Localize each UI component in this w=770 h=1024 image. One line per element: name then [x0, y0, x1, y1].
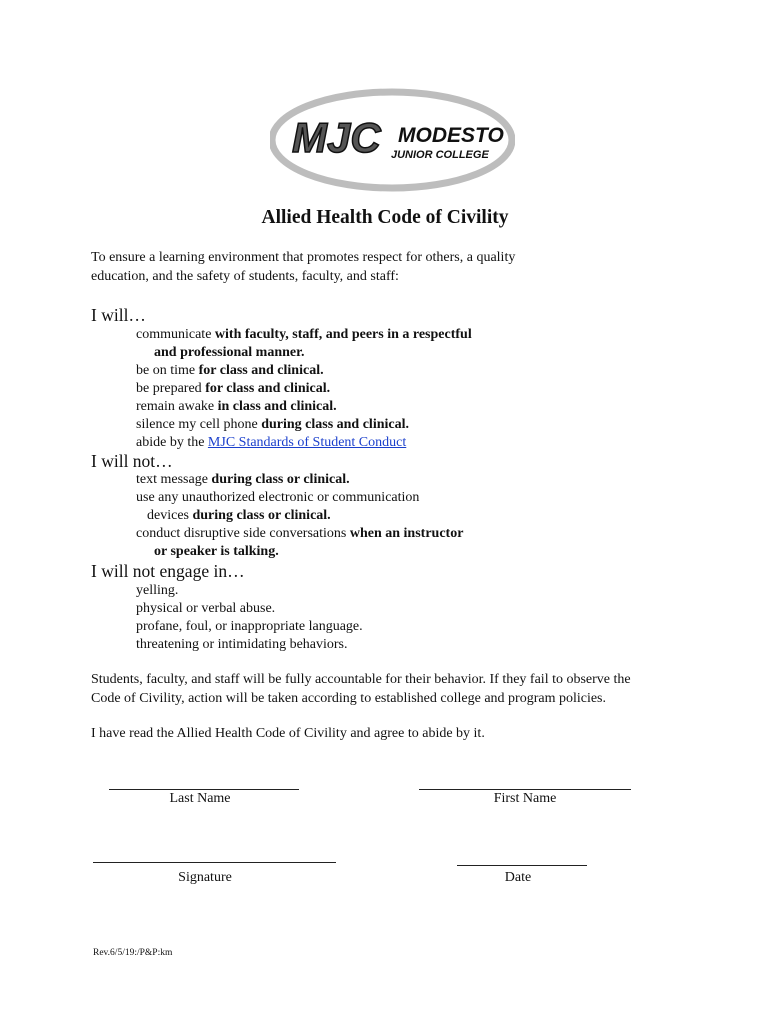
list-item: threatening or intimidating behaviors. — [136, 637, 348, 652]
standards-link[interactable]: MJC Standards of Student Conduct — [207, 435, 407, 450]
signature-line[interactable] — [93, 862, 336, 863]
last-name-line[interactable] — [109, 789, 299, 790]
agreement-statement: I have read the Allied Health Code of Civility and agree to abide by it. — [91, 726, 485, 741]
document-title: Allied Health Code of Civility — [261, 207, 509, 228]
list-item: be on time for class and clinical. — [136, 363, 324, 378]
first-name-label: First Name — [493, 791, 557, 806]
list-item: and professional manner. — [154, 345, 305, 360]
last-name-label: Last Name — [169, 791, 231, 806]
date-label: Date — [504, 870, 532, 885]
logo-monogram: MJC — [292, 114, 381, 161]
revision-footer: Rev.6/5/19:/P&P:km — [93, 948, 173, 958]
list-item: use any unauthorized electronic or communication — [136, 490, 420, 505]
list-item: profane, foul, or inappropriate language. — [136, 619, 363, 634]
accountability-paragraph — [91, 670, 691, 708]
logo-line2: JUNIOR COLLEGE — [391, 149, 489, 161]
will-not-engage-list — [136, 582, 363, 654]
will-heading: I will… — [91, 305, 146, 325]
list-item: silence my cell phone during class and clinical. — [136, 417, 409, 432]
paragraph-line: Code of Civility, action will be taken according to established college and program policies. — [91, 691, 607, 706]
list-item: remain awake in class and clinical. — [136, 399, 337, 414]
intro-line: To ensure a learning environment that promotes respect for others, a quality — [91, 250, 516, 265]
will-list — [136, 326, 472, 452]
date-line[interactable] — [457, 865, 587, 866]
logo-line1: MODESTO — [398, 124, 504, 147]
list-item: conduct disruptive side conversations when an instructor — [136, 526, 464, 541]
list-item: abide by the MJC Standards of Student Conduct — [136, 435, 407, 450]
list-item: yelling. — [136, 583, 179, 598]
intro-line: education, and the safety of students, faculty, and staff: — [91, 269, 399, 284]
mjc-logo — [270, 88, 515, 193]
intro-paragraph — [91, 248, 611, 286]
list-item: devices during class or clinical. — [147, 508, 331, 523]
list-item: physical or verbal abuse. — [136, 601, 276, 616]
first-name-line[interactable] — [419, 789, 631, 790]
mjc-logo-graphic — [270, 88, 515, 193]
list-item: or speaker is talking. — [154, 544, 279, 559]
paragraph-line: Students, faculty, and staff will be fully accountable for their behavior. If they fail to observe the — [91, 672, 631, 687]
list-item: be prepared for class and clinical. — [136, 381, 331, 396]
will-not-heading: I will not… — [91, 451, 173, 471]
signature-label: Signature — [178, 870, 232, 885]
will-not-engage-heading: I will not engage in… — [91, 561, 245, 581]
list-item: text message during class or clinical. — [136, 472, 350, 487]
will-not-list — [136, 471, 463, 561]
list-item: communicate with faculty, staff, and peers in a respectful — [136, 327, 472, 342]
